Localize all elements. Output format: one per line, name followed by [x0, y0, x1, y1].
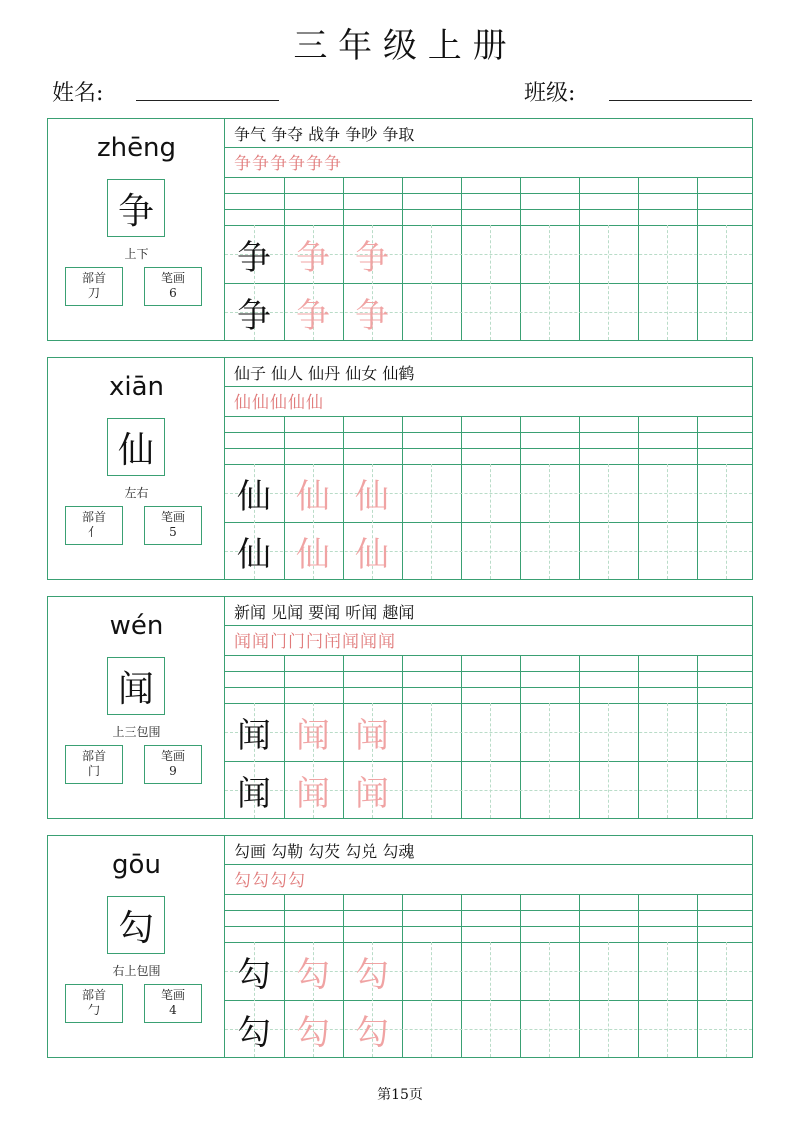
radical-value: 勹 [87, 1003, 100, 1017]
grid-column-line [520, 894, 521, 1057]
stroke-count-label: 笔画 [160, 271, 185, 285]
model-character: 闻 [237, 715, 271, 756]
trace-character: 闻 [355, 715, 389, 756]
grid-rule [225, 910, 752, 911]
radical-box [65, 267, 123, 306]
stroke-count-box [144, 267, 202, 306]
radical-value: 亻 [87, 525, 100, 539]
grid-column-line [461, 177, 462, 340]
character-box [107, 179, 165, 237]
grid-column-line [579, 416, 580, 579]
grid-column-line [579, 655, 580, 818]
grid-guide-vertical [490, 464, 491, 579]
class-label: 班级: [524, 81, 576, 106]
character-structure: 右上包围 [112, 964, 161, 978]
stroke-count-value: 4 [169, 1003, 177, 1017]
trace-character: 闻 [296, 773, 330, 814]
grid-rule [225, 671, 752, 672]
model-character: 勾 [237, 1012, 271, 1053]
grid-rule [225, 416, 752, 417]
worksheet-title: 三 年 级 上 册 [293, 26, 507, 66]
grid-guide-vertical [608, 225, 609, 340]
target-character: 勾 [117, 907, 154, 949]
stroke-count-value: 5 [169, 525, 177, 539]
example-words: 仙子 仙人 仙丹 仙女 仙鹤 [234, 364, 415, 383]
grid-column-line [697, 416, 698, 579]
grid-guide-vertical [667, 703, 668, 818]
model-character: 勾 [237, 954, 271, 995]
grid-guide-vertical [726, 464, 727, 579]
stroke-count-box [144, 745, 202, 784]
trace-character: 勾 [355, 954, 389, 995]
character-box [107, 896, 165, 954]
radical-label: 部首 [81, 749, 106, 763]
grid-guide-vertical [490, 225, 491, 340]
grid-rule [225, 209, 752, 210]
grid-guide-vertical [431, 703, 432, 818]
example-words: 争气 争夺 战争 争吵 争取 [234, 125, 415, 144]
grid-guide-vertical [490, 942, 491, 1057]
trace-character: 闻 [296, 715, 330, 756]
grid-column-line [461, 894, 462, 1057]
stroke-count-box [144, 984, 202, 1023]
trace-character: 仙 [355, 476, 389, 517]
grid-guide-vertical [549, 464, 550, 579]
grid-column-line [520, 416, 521, 579]
stroke-count-label: 笔画 [160, 510, 185, 524]
grid-column-line [697, 894, 698, 1057]
grid-column-line [402, 416, 403, 579]
trace-character: 仙 [355, 534, 389, 575]
target-character: 仙 [117, 429, 154, 471]
stroke-count-label: 笔画 [160, 749, 185, 763]
trace-character: 勾 [296, 954, 330, 995]
grid-column-line [579, 894, 580, 1057]
stroke-count-label: 笔画 [160, 988, 185, 1002]
trace-character: 争 [296, 237, 330, 278]
grid-rule [225, 448, 752, 449]
trace-character: 争 [355, 237, 389, 278]
grid-guide-vertical [608, 703, 609, 818]
character-card [47, 118, 753, 341]
grid-column-line [402, 894, 403, 1057]
pinyin: xiān [108, 372, 165, 402]
grid-column-line [638, 655, 639, 818]
grid-guide-vertical [490, 703, 491, 818]
stroke-order-sequence: 闻闻门门闩闬闻闻闻 [234, 632, 396, 652]
grid-rule [225, 432, 752, 433]
grid-guide-vertical [726, 703, 727, 818]
character-structure: 上三包围 [112, 725, 161, 739]
grid-column-line [638, 177, 639, 340]
grid-column-line [520, 655, 521, 818]
grid-column-line [520, 177, 521, 340]
character-card [47, 357, 753, 580]
character-info-panel [48, 836, 225, 1057]
grid-guide-vertical [549, 703, 550, 818]
grid-rule [225, 687, 752, 688]
pinyin: zhēng [96, 133, 177, 163]
trace-character: 闻 [355, 773, 389, 814]
grid-guide-vertical [431, 942, 432, 1057]
grid-guide-vertical [667, 942, 668, 1057]
character-info-panel [48, 119, 225, 340]
grid-column-line [697, 655, 698, 818]
character-structure: 上下 [124, 247, 149, 261]
character-box [107, 657, 165, 715]
model-character: 闻 [237, 773, 271, 814]
grid-guide-vertical [549, 942, 550, 1057]
target-character: 争 [117, 190, 154, 232]
pinyin: wén [109, 611, 164, 641]
name-label: 姓名: [52, 81, 104, 106]
grid-rule [225, 177, 752, 178]
trace-character: 勾 [296, 1012, 330, 1053]
example-words: 新闻 见闻 要闻 听闻 趣闻 [234, 603, 415, 622]
grid-guide-vertical [667, 225, 668, 340]
target-character: 闻 [117, 668, 154, 710]
example-words: 勾画 勾勒 勾芡 勾兑 勾魂 [234, 842, 415, 861]
character-info-panel [48, 597, 225, 818]
grid-column-line [461, 416, 462, 579]
trace-character: 争 [355, 295, 389, 336]
radical-label: 部首 [81, 988, 106, 1002]
name-line[interactable] [136, 100, 279, 101]
model-character: 争 [237, 295, 271, 336]
radical-value: 门 [87, 764, 100, 778]
grid-guide-vertical [667, 464, 668, 579]
grid-column-line [402, 655, 403, 818]
grid-guide-vertical [431, 464, 432, 579]
radical-value: 刀 [87, 286, 100, 300]
grid-rule [225, 147, 752, 148]
grid-guide-vertical [431, 225, 432, 340]
character-info-panel [48, 358, 225, 579]
grid-guide-vertical [608, 464, 609, 579]
trace-character: 争 [296, 295, 330, 336]
grid-rule [225, 864, 752, 865]
grid-column-line [579, 177, 580, 340]
grid-guide-vertical [726, 942, 727, 1057]
stroke-count-box [144, 506, 202, 545]
model-character: 仙 [237, 534, 271, 575]
radical-box [65, 745, 123, 784]
character-box [107, 418, 165, 476]
grid-column-line [697, 177, 698, 340]
grid-rule [225, 193, 752, 194]
grid-rule [225, 926, 752, 927]
trace-character: 仙 [296, 476, 330, 517]
grid-guide-vertical [726, 225, 727, 340]
character-card [47, 835, 753, 1058]
stroke-count-value: 6 [169, 286, 177, 300]
stroke-count-value: 9 [169, 764, 177, 778]
grid-rule [225, 625, 752, 626]
grid-rule [225, 386, 752, 387]
model-character: 仙 [237, 476, 271, 517]
trace-character: 仙 [296, 534, 330, 575]
character-structure: 左右 [124, 486, 149, 500]
radical-label: 部首 [81, 271, 106, 285]
grid-column-line [638, 894, 639, 1057]
grid-guide-vertical [608, 942, 609, 1057]
grid-column-line [638, 416, 639, 579]
pinyin: gōu [112, 850, 161, 880]
model-character: 争 [237, 237, 271, 278]
grid-column-line [461, 655, 462, 818]
character-card [47, 596, 753, 819]
stroke-order-sequence: 勾勾勾勾 [234, 871, 306, 891]
grid-guide-vertical [549, 225, 550, 340]
radical-box [65, 506, 123, 545]
radical-label: 部首 [81, 510, 106, 524]
grid-rule [225, 894, 752, 895]
trace-character: 勾 [355, 1012, 389, 1053]
stroke-order-sequence: 争争争争争争 [234, 154, 342, 174]
radical-box [65, 984, 123, 1023]
grid-column-line [402, 177, 403, 340]
stroke-order-sequence: 仙仙仙仙仙 [234, 393, 324, 413]
page-number: 第15页 [377, 1087, 423, 1103]
class-line[interactable] [609, 100, 752, 101]
grid-rule [225, 655, 752, 656]
